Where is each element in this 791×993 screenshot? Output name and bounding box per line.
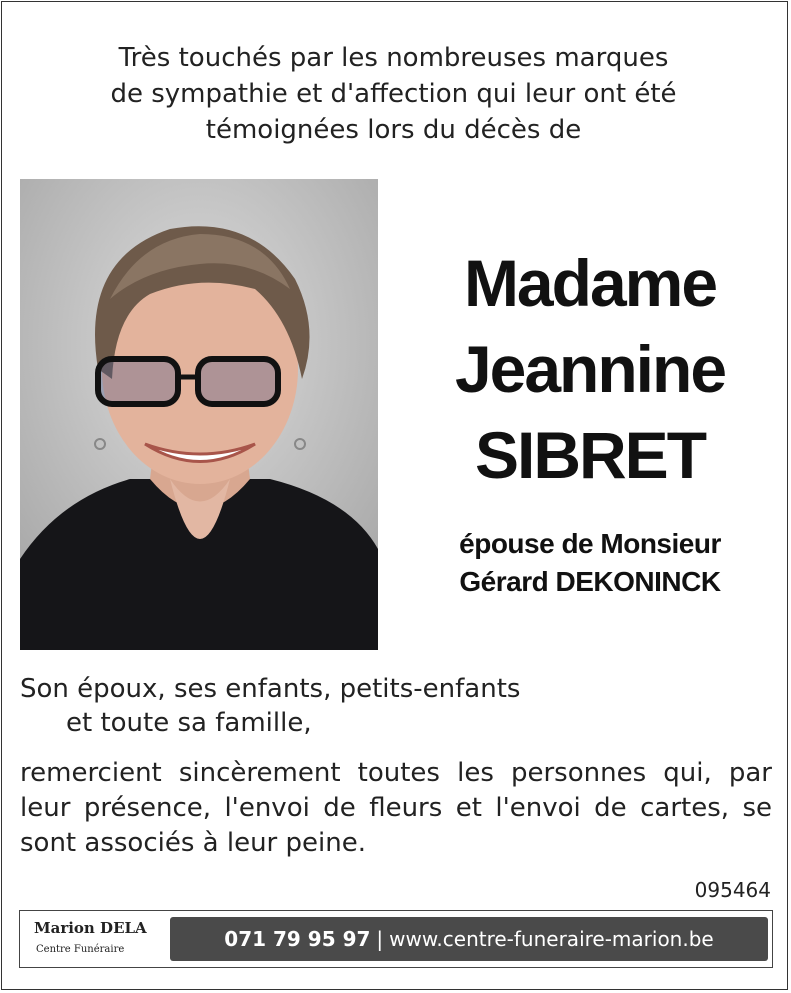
- portrait-illustration: [20, 179, 378, 650]
- funeral-home-logo-subtitle: Centre Funéraire: [36, 944, 125, 955]
- intro-line-3: témoignées lors du décès de: [205, 115, 582, 145]
- portrait-photo: [20, 179, 378, 650]
- family-line-1: Son époux, ses enfants, petits-enfants: [20, 674, 521, 704]
- intro-text: [30, 40, 757, 148]
- deceased-name: [410, 240, 770, 498]
- intro-line-1: Très touchés par les nombreuses marques: [118, 43, 669, 73]
- contact-bar: [170, 917, 768, 961]
- family-line-2: et toute sa famille,: [66, 708, 312, 738]
- intro-line-2: de sympathie et d'affection qui leur ont été: [110, 79, 677, 109]
- deceased-first-name: Jeannine: [454, 332, 726, 406]
- family-text: [20, 672, 760, 740]
- funeral-home-footer: [19, 910, 773, 968]
- contact-separator: |: [376, 927, 384, 951]
- spouse-line-2: Gérard DEKONINCK: [459, 566, 721, 597]
- spouse-info: [405, 525, 775, 601]
- reference-number: 095464: [694, 878, 771, 902]
- thanks-text: remercient sincèrement toutes les personnes qui, par leur présence, l'envoi de fleurs et l'envoi de cartes, se sont associés à leur peine.: [20, 758, 772, 858]
- phone-number[interactable]: 071 79 95 97: [224, 927, 371, 951]
- spouse-line-1: épouse de Monsieur: [459, 528, 721, 559]
- website-link[interactable]: www.centre-funeraire-marion.be: [389, 927, 714, 951]
- funeral-home-logo-name: Marion DELA: [34, 919, 147, 937]
- deceased-last-name: SIBRET: [474, 418, 706, 492]
- deceased-title: Madame: [463, 246, 717, 320]
